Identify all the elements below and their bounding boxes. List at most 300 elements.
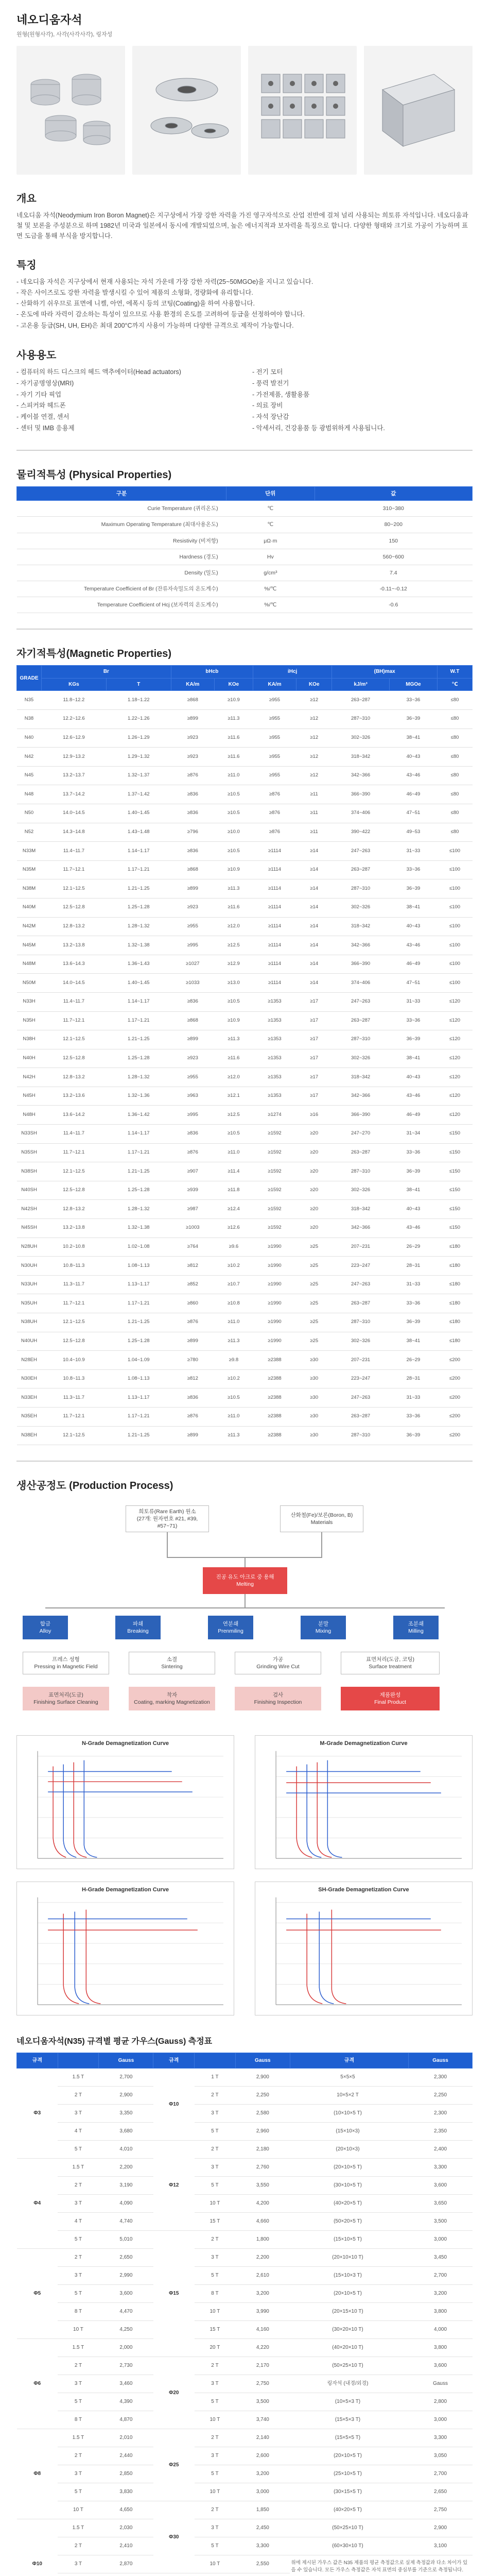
table-cell: ≤80 (438, 748, 473, 767)
gauss-cell: 3,600 (409, 2357, 473, 2375)
table-cell: ≥852 (171, 1275, 214, 1294)
thickness-cell: 5 T (195, 2266, 236, 2284)
table-cell: N35 (17, 691, 42, 710)
block-size-cell: (15×10×3) (290, 2122, 408, 2140)
table-cell: 1.25~1.28 (106, 1049, 171, 1068)
table-cell: ≥1592 (253, 1143, 296, 1162)
section-divider (16, 1461, 473, 1462)
table-cell: 12.8~13.2 (42, 1200, 107, 1219)
table-cell: 13.6~14.3 (42, 955, 107, 974)
table-cell: 1.17~1.21 (106, 1407, 171, 1426)
table-cell: 31~33 (389, 992, 437, 1011)
thickness-cell: 5 T (195, 2537, 236, 2555)
magnetic-subheader: KGs (42, 678, 107, 691)
table-cell: 40~43 (389, 748, 437, 767)
table-cell: 1.21~1.25 (106, 1426, 171, 1445)
table-cell: N33M (17, 842, 42, 861)
table-cell: ≥2388 (253, 1426, 296, 1445)
thickness-cell: 5 T (58, 2140, 99, 2158)
table-cell: ≥11 (296, 823, 332, 842)
table-cell: N38M (17, 879, 42, 899)
gauss-col-header: Gauss (99, 2053, 153, 2068)
gauss-cell: 2,990 (99, 2266, 153, 2284)
use-item: - 센터 및 IMB 응용제 (16, 423, 237, 434)
table-cell: ≥876 (253, 804, 296, 823)
magnetic-table (16, 665, 473, 1445)
table-cell: ≥764 (171, 1238, 214, 1257)
table-cell: ≥17 (296, 1087, 332, 1106)
table-cell: 342~366 (332, 1219, 390, 1238)
table-cell: ≥12 (296, 710, 332, 729)
gauss-cell: 3,000 (409, 2411, 473, 2429)
table-cell: ≥876 (171, 1313, 214, 1332)
table-cell: ≥955 (253, 691, 296, 710)
table-cell: ≥14 (296, 842, 332, 861)
magnetic-group-header: Br (42, 666, 171, 679)
table-row (17, 917, 473, 936)
table-cell: ≥25 (296, 1332, 332, 1351)
table-cell: ≥868 (171, 691, 214, 710)
magnetic-subheader: MGOe (389, 678, 437, 691)
chart-title: H-Grade Demagnetization Curve (81, 1887, 169, 1893)
magnetic-subheader: KA/m (253, 678, 296, 691)
section-divider (16, 629, 473, 630)
overview-text: 네오디움 자석(Neodymium Iron Boron Magnet)은 지구상에서 가장 강한 자력을 가진 영구자석으로 산업 전반에 걸쳐 널리 사용되는 희토류 자석입니다. 네오디움과 철 및 보론을 주성분으로 하며 1982년 미국과 일본에서 동시에 개발되었으며, 높은 에너지적과 보자력을 특징으로 합니다. 다양한 형태와 크기로 가공이 가능하며 표면 도금을 통해 부식을 방지합니다. (16, 211, 468, 240)
table-cell: 33~36 (389, 1143, 437, 1162)
uses-heading: 사용용도 (16, 349, 57, 361)
table-cell: N28EH (17, 1351, 42, 1370)
table-row (17, 860, 473, 879)
thickness-cell: 3 T (58, 2375, 99, 2393)
table-cell: ≥1114 (253, 955, 296, 974)
table-row (17, 1200, 473, 1219)
gauss-cell: 2,580 (235, 2104, 290, 2122)
table-row (17, 1275, 473, 1294)
table-cell: 11.7~12.1 (42, 1407, 107, 1426)
table-row (17, 748, 473, 767)
use-item: - 전기 모터 (252, 367, 473, 378)
table-cell: ≥1990 (253, 1294, 296, 1313)
table-row (17, 2212, 473, 2230)
thickness-cell: 2 T (195, 2357, 236, 2375)
table-row (17, 1369, 473, 1388)
table-row (17, 2158, 473, 2176)
table-cell: ≥14 (296, 860, 332, 879)
thickness-cell: 2 T (58, 2248, 99, 2266)
magnetic-group-header: iHcj (253, 666, 331, 679)
table-row (17, 1407, 473, 1426)
table-cell: 43~46 (389, 1219, 437, 1238)
size-group-label: Φ3 (17, 2068, 58, 2158)
table-cell: N45H (17, 1087, 42, 1106)
thickness-cell: 5 T (58, 2284, 99, 2302)
table-cell: N45SH (17, 1219, 42, 1238)
thickness-cell: 3 T (58, 2555, 99, 2573)
flow-node-prenmiling: 연분쇄 Prenmiling (208, 1616, 253, 1639)
thickness-cell: 10 T (58, 2320, 99, 2338)
table-cell: ≥11 (296, 785, 332, 804)
table-row (17, 710, 473, 729)
size-group-label: Φ30 (153, 2501, 195, 2573)
table-cell: ≥876 (253, 785, 296, 804)
gauss-cell: 4,740 (99, 2212, 153, 2230)
flow-node-milling: 조분쇄 Milling (393, 1616, 439, 1639)
thickness-cell: 10 T (195, 2302, 236, 2320)
table-cell: ≥12 (296, 691, 332, 710)
table-row (17, 1332, 473, 1351)
table-cell: ≤200 (438, 1369, 473, 1388)
table-cell: ≤100 (438, 879, 473, 899)
flow-connector (244, 1594, 246, 1608)
table-cell: 47~51 (389, 804, 437, 823)
table-cell: 1.40~1.45 (106, 974, 171, 993)
thickness-cell: 15 T (195, 2320, 236, 2338)
gauss-title: 네오디움자석(N35) 규격별 평균 가우스(Gauss) 측정표 (16, 2037, 213, 2046)
table-cell: ≤80 (438, 691, 473, 710)
table-cell: 31~34 (389, 1125, 437, 1144)
table-row (17, 2357, 473, 2375)
gauss-cell: Gauss (409, 2375, 473, 2393)
table-cell: ≥25 (296, 1313, 332, 1332)
thickness-cell: 5 T (195, 2465, 236, 2483)
table-cell: 1.08~1.13 (106, 1369, 171, 1388)
table-cell: N42 (17, 748, 42, 767)
features-heading: 특징 (16, 259, 37, 271)
table-cell: 1.26~1.29 (106, 728, 171, 748)
table-cell: ≤100 (438, 860, 473, 879)
gauss-cell: 2,700 (99, 2068, 153, 2086)
table-row (17, 1162, 473, 1181)
gauss-cell: 3,740 (235, 2411, 290, 2429)
features-list (16, 277, 473, 331)
table-cell: 1.28~1.32 (106, 1200, 171, 1219)
table-cell: 263~287 (332, 691, 390, 710)
table-cell: N50 (17, 804, 42, 823)
use-item: - 가전제품, 생활용품 (252, 389, 473, 401)
table-row (17, 565, 473, 581)
thickness-cell: 5 T (195, 2176, 236, 2194)
table-row (17, 1294, 473, 1313)
gauss-note: 위에 제시된 가우스 값은 N35 제품의 평균 측정값으로 실제 측정값과 다소 차이가 있을 수 있습니다. 모든 가우스 측정값은 자석 표면의 중심부를 기준으로 측정됩니다. (290, 2555, 472, 2576)
table-cell: 12.1~12.5 (42, 1426, 107, 1445)
table-cell: ≤180 (438, 1257, 473, 1276)
table-cell: ≥30 (296, 1426, 332, 1445)
thickness-cell: 10 T (195, 2555, 236, 2573)
gauss-cell: 2,450 (235, 2519, 290, 2537)
page-title: 네오디움자석 (16, 13, 82, 26)
table-cell: ≥1114 (253, 974, 296, 993)
table-cell: ≥14 (296, 936, 332, 955)
table-row (17, 879, 473, 899)
table-cell: ≥11.6 (214, 1049, 253, 1068)
gauss-cell: 3,350 (99, 2104, 153, 2122)
table-cell: N35EH (17, 1407, 42, 1426)
table-row (17, 2483, 473, 2501)
table-cell: ≥11.0 (214, 766, 253, 785)
table-cell: 1.40~1.45 (106, 804, 171, 823)
table-cell: ≥9.8 (214, 1351, 253, 1370)
table-cell: ≥25 (296, 1257, 332, 1276)
table-cell: ≥1990 (253, 1275, 296, 1294)
table-cell: ≤80 (438, 728, 473, 748)
table-cell: ≥899 (171, 879, 214, 899)
gauss-cell: 2,000 (99, 2338, 153, 2357)
thickness-cell: 10 T (195, 2483, 236, 2501)
table-cell: Temperature Coefficient of Hcj (보자력의 온도계수) (17, 597, 226, 613)
table-cell: ≥11.3 (214, 710, 253, 729)
thickness-cell: 1.5 T (58, 2068, 99, 2086)
table-row (17, 785, 473, 804)
table-cell: ≥17 (296, 1049, 332, 1068)
table-cell: 302~326 (332, 1181, 390, 1200)
gauss-cell: 3,680 (99, 2122, 153, 2140)
gauss-cell: 2,760 (235, 2158, 290, 2176)
table-cell: ≥12.9 (214, 955, 253, 974)
table-cell: μΩ·m (226, 533, 315, 549)
table-cell: ≤80 (438, 766, 473, 785)
table-row (17, 974, 473, 993)
table-cell: ℃ (226, 501, 315, 517)
table-cell: 10.4~10.9 (42, 1351, 107, 1370)
gauss-cell: 3,600 (99, 2284, 153, 2302)
table-cell: N30UH (17, 1257, 42, 1276)
table-cell: ≥923 (171, 898, 214, 917)
thickness-cell: 5 T (195, 2122, 236, 2140)
feature-item: - 작은 사이즈로도 강한 자력을 발생시킬 수 있어 제품의 소형화, 경량화에 유리합니다. (16, 287, 473, 298)
demag-chart-sh (255, 1882, 473, 2015)
table-row (17, 2338, 473, 2357)
table-cell: ≥1353 (253, 992, 296, 1011)
table-cell: ≥1114 (253, 879, 296, 899)
table-cell: ≤180 (438, 1313, 473, 1332)
table-cell: ≥12 (296, 748, 332, 767)
table-cell: ≤100 (438, 936, 473, 955)
gauss-col-header: 규격 (17, 2053, 58, 2068)
table-cell: N35UH (17, 1294, 42, 1313)
table-cell: 223~247 (332, 1369, 390, 1388)
table-cell: 247~263 (332, 1275, 390, 1294)
table-cell: 46~49 (389, 955, 437, 974)
table-cell: N48 (17, 785, 42, 804)
table-cell: 1.17~1.21 (106, 1294, 171, 1313)
table-cell: N35M (17, 860, 42, 879)
thickness-cell: 2 T (195, 2429, 236, 2447)
table-cell: ≥2388 (253, 1351, 296, 1370)
table-cell: ≥11.3 (214, 1426, 253, 1445)
size-group-label: Φ8 (17, 2429, 58, 2519)
table-cell: ≥876 (253, 823, 296, 842)
table-cell: 12.1~12.5 (42, 1030, 107, 1049)
flow-node-magnetization: 착자 Coating, marking Magnetization (129, 1687, 215, 1710)
table-cell: 12.5~12.8 (42, 898, 107, 917)
table-row (17, 1219, 473, 1238)
table-cell: ≥14 (296, 974, 332, 993)
table-cell: 318~342 (332, 748, 390, 767)
gauss-cell: 2,410 (99, 2537, 153, 2555)
table-cell: 263~287 (332, 1407, 390, 1426)
table-cell: 366~390 (332, 1106, 390, 1125)
page-subtitle: 원형(원형사각), 사각(사각사각), 링자성 (16, 31, 113, 38)
block-size-cell: (15×5×3 T) (290, 2411, 408, 2429)
gauss-cell: 3,800 (409, 2338, 473, 2357)
table-row (17, 549, 473, 565)
table-row (17, 955, 473, 974)
block-size-cell: (50×20×5 T) (290, 2212, 408, 2230)
table-cell: 287~310 (332, 1313, 390, 1332)
table-cell: ≤120 (438, 1030, 473, 1049)
table-cell: ≤120 (438, 1011, 473, 1030)
gauss-cell: 3,200 (235, 2284, 290, 2302)
table-row (17, 2375, 473, 2393)
gauss-cell: 2,900 (99, 2086, 153, 2104)
table-cell: ≤100 (438, 898, 473, 917)
table-cell: ≥1990 (253, 1238, 296, 1257)
thickness-cell: 1 T (195, 2068, 236, 2086)
table-cell: ≥907 (171, 1162, 214, 1181)
table-cell: ≥14 (296, 955, 332, 974)
flow-connector (45, 1607, 445, 1608)
table-cell: N33EH (17, 1388, 42, 1408)
product-photo-grid (248, 46, 357, 175)
gauss-cell: 2,200 (99, 2158, 153, 2176)
table-cell: 11.7~12.1 (42, 1143, 107, 1162)
table-cell: 150 (315, 533, 472, 549)
table-cell: ≥1353 (253, 1068, 296, 1087)
gauss-cell: 2,200 (235, 2248, 290, 2266)
table-row (17, 1030, 473, 1049)
table-cell: ≤180 (438, 1275, 473, 1294)
table-cell: ≥10.9 (214, 691, 253, 710)
table-cell: ≥955 (253, 748, 296, 767)
table-cell: 33~36 (389, 1011, 437, 1030)
table-cell: ≥1114 (253, 860, 296, 879)
table-cell: ≥1353 (253, 1049, 296, 1068)
table-cell: ≥780 (171, 1351, 214, 1370)
table-cell: ≥12 (296, 728, 332, 748)
table-cell: ≥10.2 (214, 1257, 253, 1276)
thickness-cell: 2 T (195, 2086, 236, 2104)
table-cell: ≥955 (253, 728, 296, 748)
table-cell: ≥10.2 (214, 1369, 253, 1388)
table-cell: ≥1353 (253, 1011, 296, 1030)
table-cell: Hardness (경도) (17, 549, 226, 565)
use-item: - 컴퓨터의 하드 디스크의 헤드 액추에이터(Head actuators) (16, 367, 237, 378)
table-cell: 287~310 (332, 710, 390, 729)
table-cell: ≥899 (171, 1030, 214, 1049)
thickness-cell (58, 2573, 99, 2576)
table-cell: ≥20 (296, 1200, 332, 1219)
flow-node-breaking: 파쇄 Breaking (115, 1616, 161, 1639)
table-cell: ≥11 (296, 804, 332, 823)
table-cell: 560~600 (315, 549, 472, 565)
table-row (17, 2393, 473, 2411)
table-cell: 26~29 (389, 1351, 437, 1370)
use-item: - 악세서리, 건강용품 등 광범위하게 사용됩니다. (252, 423, 473, 434)
table-cell: ≥10.5 (214, 804, 253, 823)
table-cell: 12.5~12.8 (42, 1332, 107, 1351)
table-row (17, 1125, 473, 1144)
block-size-cell: (10×5×3 T) (290, 2393, 408, 2411)
table-cell: N42M (17, 917, 42, 936)
table-cell: N33H (17, 992, 42, 1011)
product-photo-ring (132, 46, 241, 175)
gauss-cell: 3,000 (235, 2483, 290, 2501)
physical-col-header: 값 (315, 487, 472, 501)
gauss-table (16, 2053, 473, 2576)
table-cell: ≥11.6 (214, 898, 253, 917)
gauss-cell: 3,650 (409, 2194, 473, 2212)
demag-chart-m (255, 1735, 473, 1869)
table-cell: N42SH (17, 1200, 42, 1219)
thickness-cell: 8 T (58, 2411, 99, 2429)
gauss-cell: 2,030 (99, 2519, 153, 2537)
table-cell: 33~36 (389, 1294, 437, 1313)
table-cell: 40~43 (389, 1068, 437, 1087)
magnetic-subheader: kJ/m³ (332, 678, 390, 691)
table-row (17, 2555, 473, 2573)
table-cell: g/cm³ (226, 565, 315, 581)
table-cell: 10.2~10.8 (42, 1238, 107, 1257)
thickness-cell: 20 T (195, 2338, 236, 2357)
thickness-cell: 2 T (58, 2537, 99, 2555)
table-cell: 28~31 (389, 1257, 437, 1276)
table-cell: ≥923 (171, 748, 214, 767)
table-cell: 13.2~13.6 (42, 1087, 107, 1106)
table-cell: ≤150 (438, 1143, 473, 1162)
table-cell: 36~39 (389, 710, 437, 729)
table-cell: 11.7~12.1 (42, 1011, 107, 1030)
table-cell: 10.8~11.3 (42, 1257, 107, 1276)
table-cell: 1.28~1.32 (106, 917, 171, 936)
table-cell: 1.18~1.22 (106, 691, 171, 710)
table-cell: ≥17 (296, 1030, 332, 1049)
flow-node-melting: 진공 유도 아크로 중 용해 Melting (203, 1567, 287, 1594)
table-cell: 1.28~1.32 (106, 1068, 171, 1087)
size-group-label: Φ6 (17, 2338, 58, 2429)
thickness-cell: 5 T (58, 2483, 99, 2501)
use-item: - 자기공명영상(MRI) (16, 378, 237, 389)
gauss-cell: 4,200 (235, 2194, 290, 2212)
table-cell: 318~342 (332, 1068, 390, 1087)
table-row (17, 2068, 473, 2086)
table-cell: ≥20 (296, 1219, 332, 1238)
gauss-cell: 2,700 (409, 2465, 473, 2483)
gauss-cell: 3,300 (235, 2537, 290, 2555)
table-cell: ≥1274 (253, 1106, 296, 1125)
table-cell: 1.08~1.13 (106, 1257, 171, 1276)
table-cell: 12.5~12.8 (42, 1049, 107, 1068)
thickness-cell: 10 T (195, 2411, 236, 2429)
block-size-cell: 링자석 (내경/외경) (290, 2375, 408, 2393)
table-cell: 11.3~11.7 (42, 1275, 107, 1294)
table-cell: 374~406 (332, 804, 390, 823)
gauss-cell: 3,450 (409, 2248, 473, 2266)
size-group-label: Φ10 (153, 2068, 195, 2140)
block-size-cell: (20×15×10 T) (290, 2302, 408, 2320)
table-cell: ≤120 (438, 1068, 473, 1087)
table-cell: 12.1~12.5 (42, 1162, 107, 1181)
table-cell: 13.6~14.2 (42, 1106, 107, 1125)
table-cell: N35SH (17, 1143, 42, 1162)
table-cell: ≥836 (171, 804, 214, 823)
table-cell: 28~31 (389, 1369, 437, 1388)
table-row (17, 1143, 473, 1162)
process-heading: 생산공정도 (Production Process) (16, 1480, 173, 1492)
gauss-cell: 2,300 (409, 2068, 473, 2086)
gauss-cell: 3,100 (409, 2537, 473, 2555)
table-cell: ≥12.0 (214, 917, 253, 936)
flow-node-sintering: 소결 Sintering (129, 1652, 215, 1674)
